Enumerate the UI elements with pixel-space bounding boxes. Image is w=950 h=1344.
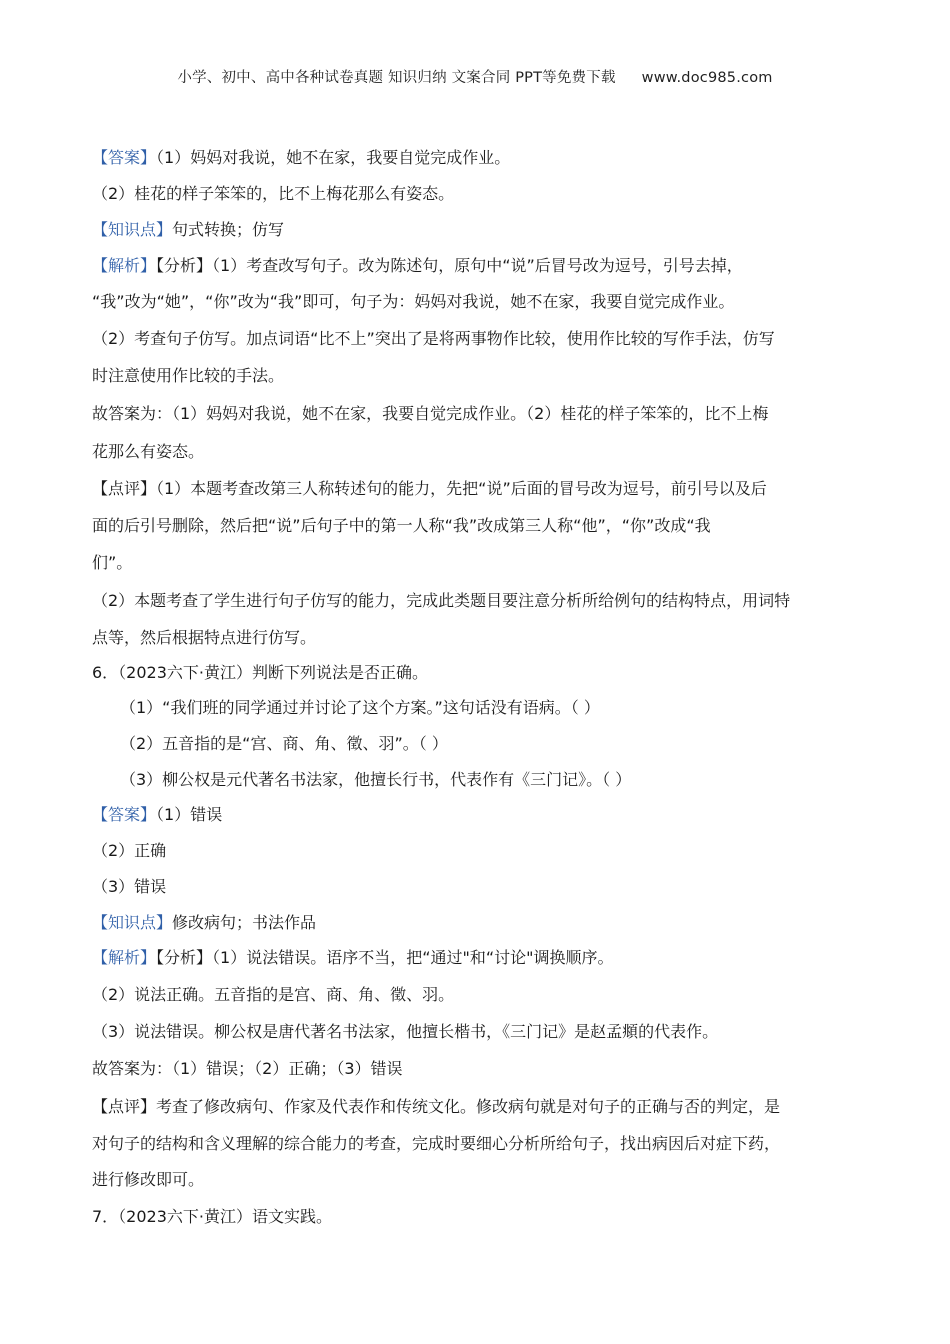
q5-answer-2: （2）桂花的样子笨笨的，比不上梅花那么有姿态。 [92,184,455,203]
knowledge-tag: 【知识点】 [92,913,173,932]
q6-comment-1: 【点评】考查了修改病句、作家及代表作和传统文化。修改病句就是对句子的正确与否的判定，是 [92,1097,781,1116]
header-site: www.doc985.com [641,70,773,86]
analysis-tag: 【解析】 [92,256,157,275]
q6-comment-3: 进行修改即可。 [92,1170,205,1189]
q7-title: 7．（2023六下·黄江）语文实践。 [92,1207,332,1226]
q5-analysis-1: 【解析】【分析】（1）考查改写句子。改为陈述句，原句中“说”后冒号改为逗号，引号去掉， [92,256,743,275]
q5-final-2: 花那么有姿态。 [92,442,205,461]
q6-final: 故答案为：（1）错误；（2）正确；（3）错误 [92,1059,403,1078]
q5-analysis-2: “我”改为“她”，“你”改为“我”即可，句子为：妈妈对我说，她不在家，我要自觉完成作业。 [92,292,735,311]
q5-answer-1: 【答案】（1）妈妈对我说，她不在家，我要自觉完成作业。 [92,148,511,167]
q5-comment-5: 点等，然后根据特点进行仿写。 [92,628,317,647]
header-text: 小学、初中、高中各种试卷真题 知识归纳 文案合同 PPT等免费下载 [177,70,616,86]
q6-item-3: （3）柳公权是元代著名书法家，他擅长行书，代表作有《三门记》。（ ） [120,770,632,789]
q6-answer-2: （2）正确 [92,841,167,860]
answer-tag: 【答案】 [92,148,157,167]
page-header [0,66,950,87]
q6-analysis-3: （3）说法错误。柳公权是唐代著名书法家，他擅长楷书，《三门记》是赵孟頫的代表作。 [92,1022,719,1041]
q5-comment-2: 面的后引号删除，然后把“说”后句子中的第一人称“我”改成第三人称“他”，“你”改成“我 [92,516,711,535]
q5-final-1: 故答案为：（1）妈妈对我说，她不在家，我要自觉完成作业。（2）桂花的样子笨笨的，比不上梅 [92,404,769,423]
q5-comment-3: 们”。 [92,553,133,572]
q5-knowledge: 【知识点】句式转换；仿写 [92,220,285,239]
q5-comment-1: 【点评】（1）本题考查改第三人称转述句的能力，先把“说”后面的冒号改为逗号，前引号以及后 [92,479,767,498]
q6-item-2: （2）五音指的是“宫、商、角、徵、羽”。（ ） [120,734,448,753]
q6-item-1: （1）“我们班的同学通过并讨论了这个方案。”这句话没有语病。（ ） [120,698,600,717]
q5-analysis-4: 时注意使用作比较的手法。 [92,366,285,385]
q6-comment-2: 对句子的结构和含义理解的综合能力的考查，完成时要细心分析所给句子，找出病因后对症下药， [92,1134,781,1153]
q5-comment-4: （2）本题考查了学生进行句子仿写的能力，完成此类题目要注意分析所给例句的结构特点，用词特 [92,591,791,610]
q6-knowledge: 【知识点】修改病句；书法作品 [92,913,317,932]
knowledge-tag: 【知识点】 [92,220,173,239]
q5-analysis-3: （2）考查句子仿写。加点词语“比不上”突出了是将两事物作比较，使用作比较的写作手法，仿写 [92,329,775,348]
q6-analysis-1: 【解析】【分析】（1）说法错误。语序不当，把“通过"和“讨论"调换顺序。 [92,948,614,967]
answer-tag: 【答案】 [92,805,157,824]
q6-analysis-2: （2）说法正确。五音指的是宫、商、角、徵、羽。 [92,985,455,1004]
q6-answer-3: （3）错误 [92,877,167,896]
q6-title: 6．（2023六下·黄江）判断下列说法是否正确。 [92,663,428,682]
analysis-tag: 【解析】 [92,948,157,967]
q6-answer-1: 【答案】（1）错误 [92,805,223,824]
